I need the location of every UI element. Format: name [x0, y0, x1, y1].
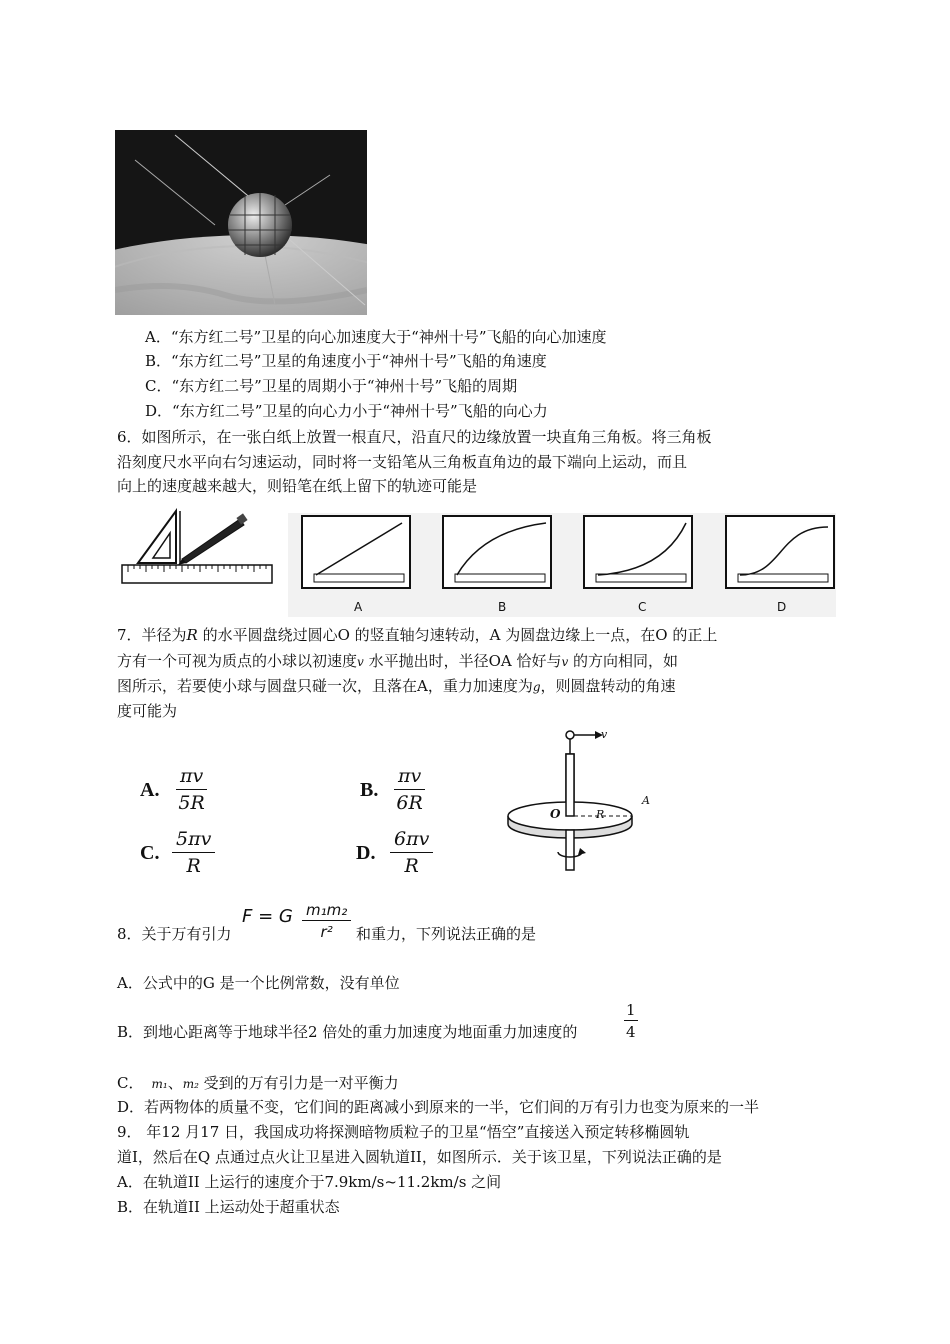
q5-option-d: D．“东方红二号”卫星的向心力小于“神州十号”飞船的向心力 — [145, 402, 548, 420]
q7-text: 的方向相同，如 — [568, 652, 679, 670]
q6-ruler-triangle-figure — [118, 505, 278, 591]
graph-a — [302, 516, 410, 588]
q7-line-2 — [117, 651, 678, 672]
q5-option-a: A．“东方红二号”卫星的向心加速度大于“神州十号”飞船的向心加速度 — [145, 328, 607, 346]
q7-var-v: v — [561, 655, 569, 669]
q7-option-d-fraction — [390, 826, 433, 879]
q6-line-1: 6．如图所示，在一张白纸上放置一根直尺，沿直尺的边缘放置一块直角三角板。将三角板 — [117, 428, 712, 446]
q7-var-r: R — [186, 626, 198, 644]
fraction-denominator: r² — [320, 923, 333, 941]
q8-formula — [242, 906, 293, 927]
q8-text: 受到的万有引力是一对平衡力 — [198, 1074, 399, 1092]
fraction-denominator: 6R — [396, 792, 423, 814]
fraction-numerator: πv — [394, 763, 425, 790]
fraction-denominator: R — [404, 855, 419, 877]
fraction-denominator: R — [186, 855, 201, 877]
formula-equals: = — [258, 906, 274, 927]
q7-text: 图所示，若要使小球与圆盘只碰一次，且落在A，重力加速度为 — [117, 677, 533, 695]
graph-c — [584, 516, 692, 588]
fraction-numerator: 6πv — [390, 826, 433, 853]
q7-option-d-label: D. — [356, 842, 376, 864]
q7-text: ，则圆盘转动的角速 — [540, 677, 676, 695]
q9-option-b: B．在轨道II 上运动处于超重状态 — [117, 1198, 340, 1216]
q7-option-b-fraction — [394, 763, 425, 816]
q8-text: C． — [117, 1074, 144, 1092]
q8-text: 、 — [167, 1074, 183, 1092]
q7-fig-r-label: R — [596, 808, 605, 821]
fraction-denominator: 4 — [626, 1023, 636, 1041]
q7-var-v: v — [357, 655, 364, 669]
q8-option-a: A．公式中的G 是一个比例常数，没有单位 — [117, 974, 400, 992]
graph-d-label: D — [777, 600, 787, 614]
q7-text: 的水平圆盘绕过圆心O 的竖直轴匀速转动，A 为圆盘边缘上一点，在O 的正上 — [197, 626, 718, 644]
q7-option-a-label: A. — [140, 779, 160, 801]
q7-text: 方有一个可视为质点的小球以初速度 — [117, 652, 358, 670]
q8-suffix: 和重力，下列说法正确的是 — [356, 925, 537, 943]
q9-line-2: 道I，然后在Q 点通过点火让卫星进入圆轨道II，如图所示．关于该卫星，下列说法正确的是 — [117, 1148, 722, 1166]
q7-fig-a-label: A — [642, 794, 650, 807]
q7-option-c-fraction — [172, 826, 215, 879]
q9-option-a: A．在轨道II 上运行的速度介于7.9km/s~11.2km/s 之间 — [117, 1173, 502, 1191]
q5-option-b: B．“东方红二号”卫星的角速度小于“神州十号”飞船的角速度 — [145, 352, 547, 370]
q7-option-a-fraction — [176, 763, 207, 816]
q9-line-1: 9． 年12 月17 日，我国成功将探测暗物质粒子的卫星“悟空”直接送入预定转移椭圆轨 — [117, 1123, 690, 1141]
satellite-photo — [115, 130, 367, 315]
q8-option-b-fraction — [624, 1000, 638, 1043]
graph-b-label: B — [498, 600, 507, 614]
graph-a-label: A — [354, 600, 363, 614]
q7-fig-v-label: v — [601, 728, 608, 741]
q8-formula-fraction — [302, 900, 351, 943]
fraction-numerator: 1 — [626, 1001, 636, 1019]
q7-var-g: g — [532, 680, 541, 694]
q7-line-1 — [117, 625, 717, 645]
graph-c-label: C — [638, 600, 647, 614]
q7-text: 水平抛出时，半径OA 恰好与 — [363, 652, 562, 670]
q8-option-b: B．到地心距离等于地球半径2 倍处的重力加速度为地面重力加速度的 — [117, 1023, 578, 1041]
q7-text: 7．半径为 — [117, 626, 187, 644]
q8-var-m1: m₁ — [151, 1077, 168, 1091]
q5-option-c: C．“东方红二号”卫星的周期小于“神州十号”飞船的周期 — [145, 377, 518, 395]
formula-f: F — [242, 906, 253, 927]
q8-var-m2: m₂ — [182, 1077, 199, 1091]
fraction-numerator: 5πv — [172, 826, 215, 853]
graph-d — [726, 516, 834, 588]
fraction-numerator: m₁m₂ — [302, 900, 351, 921]
q7-fig-o-label: O — [550, 807, 561, 821]
formula-g: G — [278, 906, 293, 927]
q6-line-2: 沿刻度尺水平向右匀速运动，同时将一支铅笔从三角板直角边的最下端向上运动，而且 — [117, 453, 688, 471]
q6-line-3: 向上的速度越来越大，则铅笔在纸上留下的轨迹可能是 — [117, 477, 478, 495]
graph-b — [443, 516, 551, 588]
q7-option-b-label: B. — [360, 779, 379, 801]
q6-graphs — [288, 513, 836, 621]
q8-option-d: D．若两物体的质量不变，它们间的距离减小到原来的一半，它们间的万有引力也变为原来的一半 — [117, 1098, 760, 1116]
q8-prefix: 8．关于万有引力 — [117, 925, 232, 943]
fraction-numerator: πv — [176, 763, 207, 790]
q7-line-4: 度可能为 — [117, 702, 178, 720]
fraction-denominator: 5R — [178, 792, 205, 814]
q8-option-c — [117, 1073, 399, 1094]
q7-line-3 — [117, 676, 676, 697]
q7-option-c-label: C. — [140, 842, 160, 864]
